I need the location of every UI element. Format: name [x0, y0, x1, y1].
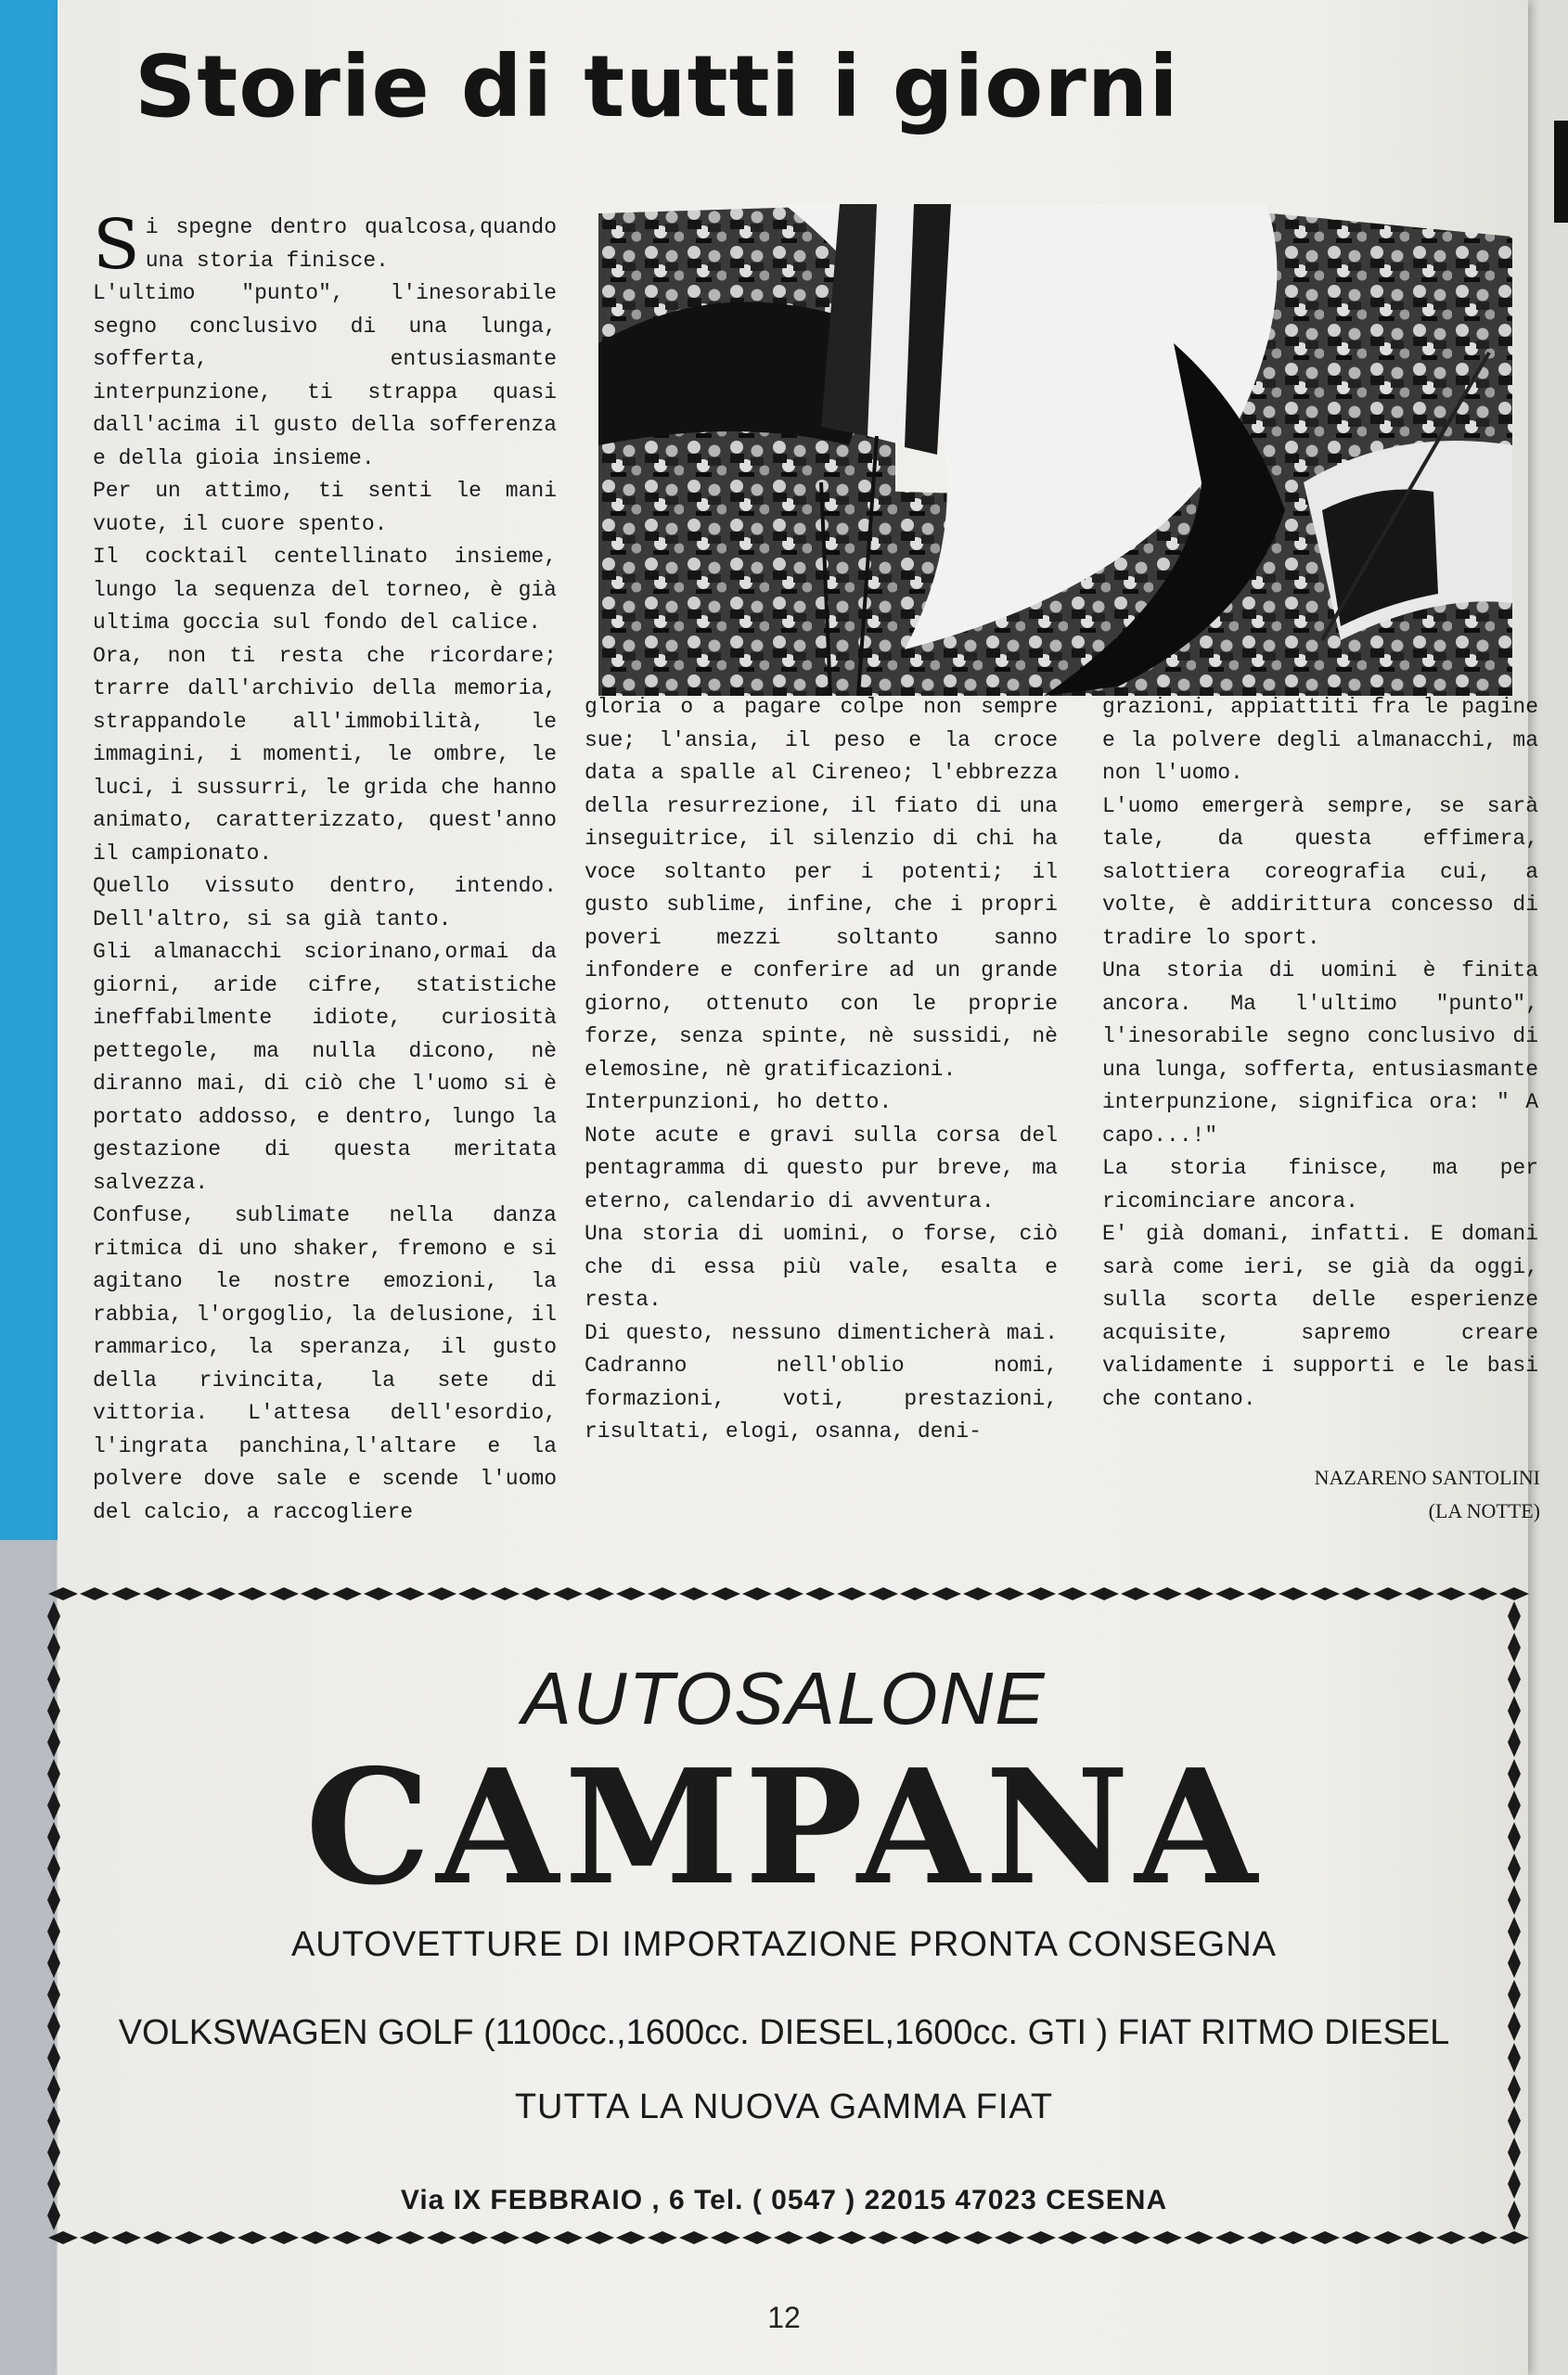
border-diamond — [932, 1587, 961, 1600]
border-diamond — [868, 1587, 898, 1600]
border-diamond — [1468, 2231, 1497, 2244]
border-diamond — [490, 2231, 520, 2244]
paragraph: grazioni, appiattiti fra le pagine e la polvere degli almanacchi, ma non l'uomo. — [1102, 695, 1538, 785]
border-diamond — [585, 2231, 614, 2244]
border-diamond — [742, 1587, 772, 1600]
border-diamond — [47, 1980, 60, 2009]
border-diamond — [47, 2138, 60, 2167]
border-diamond — [711, 1587, 740, 1600]
border-diamond — [1152, 2231, 1182, 2244]
paragraph: Note acute e gravi sulla corsa del pentagramma di questo pur breve, ma eterno, calendario di avventura. — [585, 1123, 1058, 1213]
border-diamond — [1508, 1980, 1521, 2009]
paragraph: Quello vissuto dentro, intendo. Dell'altro, si sa già tanto. — [93, 874, 557, 931]
border-diamond — [1026, 1587, 1056, 1600]
border-diamond — [301, 1587, 330, 1600]
border-diamond — [1215, 2231, 1245, 2244]
article-title: Storie di tutti i giorni — [135, 37, 1179, 136]
border-diamond — [553, 1587, 583, 1600]
border-diamond — [238, 1587, 267, 1600]
border-diamond — [1058, 2231, 1087, 2244]
border-diamond — [1499, 2231, 1529, 2244]
border-diamond — [332, 1587, 362, 1600]
border-diamond — [1058, 1587, 1087, 1600]
border-diamond — [995, 2231, 1024, 2244]
border-diamond — [805, 2231, 835, 2244]
border-diamond — [1152, 1587, 1182, 1600]
border-diamond — [1436, 2231, 1466, 2244]
border-diamond — [1342, 1587, 1371, 1600]
paragraph: Per un attimo, ti senti le mani vuote, il cuore spento. — [93, 479, 557, 536]
border-diamond — [48, 2231, 78, 2244]
paragraph: gloria o a pagare colpe non sempre sue; l'ansia, il peso e la croce data a spalle al Cireneo; l'ebbrezza della resurrezione, il fiato di una inseguitrice, il silenzio di chi ha voce soltanto per i potenti; il gusto sublime, infine, che i propri poveri mezzi soltanto sanno infondere e conferire ad un grande giorno, ottenuto con le proprie forze, senza spinte, nè sussidi, nè elemosine, nè gratificazioni. — [585, 695, 1058, 1082]
paragraph: Una storia di uomini è finita ancora. Ma l'ultimo "punto", l'inesorabile segno conclusivo di una lunga, sofferta, entusiasmante interpunzione, significa ora: " A capo...!" — [1102, 958, 1538, 1148]
border-diamond — [900, 2231, 930, 2244]
border-diamond — [1310, 2231, 1340, 2244]
border-diamond — [1247, 2231, 1277, 2244]
drop-cap: S — [93, 205, 140, 285]
border-diamond — [238, 2231, 267, 2244]
border-diamond — [648, 1587, 677, 1600]
border-diamond — [1184, 2231, 1214, 2244]
border-diamond — [47, 1601, 60, 1631]
border-diamond — [80, 1587, 109, 1600]
border-diamond — [679, 2231, 709, 2244]
border-diamond — [553, 2231, 583, 2244]
border-diamond — [1279, 1587, 1308, 1600]
border-diamond — [1373, 1587, 1403, 1600]
border-diamond — [48, 1587, 78, 1600]
border-diamond — [427, 1587, 456, 1600]
paragraph: La storia finisce, ma per ricominciare ancora. — [1102, 1156, 1538, 1213]
border-diamond — [521, 1587, 551, 1600]
paragraph: L'ultimo "punto", l'inesorabile segno conclusivo di una lunga, sofferta, entusiasmante interpunzione, ti strappa quasi dall'acima il gusto della sofferenza e della gioia insieme. — [93, 281, 557, 470]
border-diamond — [395, 1587, 425, 1600]
border-diamond — [1508, 1601, 1521, 1631]
border-diamond — [1184, 1587, 1214, 1600]
border-diamond — [111, 2231, 141, 2244]
border-diamond — [395, 2231, 425, 2244]
border-diamond — [679, 1587, 709, 1600]
border-diamond — [837, 2231, 867, 2244]
paragraph: Ora, non ti resta che ricordare; trarre dall'archivio della memoria, strappandole all'immobilità, le immagini, i momenti, le ombre, le luci, i sussurri, le grida che hanno animato, caratterizzato, quest'anno il campionato. — [93, 643, 557, 866]
border-diamond — [1089, 1587, 1119, 1600]
border-diamond — [1436, 1587, 1466, 1600]
ad-brand-logo: CAMPANA — [304, 1735, 1264, 1920]
page-number: 12 — [767, 2301, 801, 2334]
border-diamond — [301, 2231, 330, 2244]
border-diamond — [174, 1587, 204, 1600]
border-diamond — [774, 1587, 803, 1600]
crowd-with-flags-photo — [598, 204, 1512, 696]
border-diamond — [269, 2231, 299, 2244]
article-column-3 — [1102, 691, 1538, 1416]
border-diamond — [364, 1587, 393, 1600]
paragraph: Di questo, nessuno dimenticherà mai. Cadranno nell'oblio nomi, formazioni, voti, prestazioni, risultati, elogi, osanna, deni- — [585, 1320, 1058, 1444]
paragraph: Interpunzioni, ho detto. — [585, 1090, 893, 1114]
border-diamond — [1468, 1587, 1497, 1600]
ad-autosalone: AUTOSALONE — [521, 1657, 1047, 1740]
border-diamond — [1508, 2138, 1521, 2167]
border-diamond — [1121, 1587, 1150, 1600]
border-diamond — [995, 1587, 1024, 1600]
border-diamond — [1310, 1587, 1340, 1600]
border-diamond — [1279, 2231, 1308, 2244]
border-diamond — [1247, 1587, 1277, 1600]
border-diamond — [364, 2231, 393, 2244]
article-byline — [1188, 1461, 1540, 1528]
border-diamond — [1215, 1587, 1245, 1600]
paragraph: L'uomo emergerà sempre, se sarà tale, da questa effimera, salottiera coreografia cui, a volte, è addirittura concesso di tradire lo sport. — [1102, 793, 1538, 950]
border-diamond — [585, 1587, 614, 1600]
border-diamond — [143, 2231, 173, 2244]
border-diamond — [1342, 2231, 1371, 2244]
border-diamond — [143, 1587, 173, 1600]
border-diamond — [1405, 1587, 1434, 1600]
article-column-1 — [93, 205, 557, 1529]
border-diamond — [711, 2231, 740, 2244]
ad-range: TUTTA LA NUOVA GAMMA FIAT — [514, 2087, 1054, 2126]
border-diamond — [616, 2231, 646, 2244]
border-diamond — [1373, 2231, 1403, 2244]
border-diamond — [900, 1587, 930, 1600]
ad-tagline: AUTOVETTURE DI IMPORTAZIONE PRONTA CONSEGNA — [290, 1925, 1278, 1964]
border-diamond — [1499, 1587, 1529, 1600]
paragraph: Si spegne dentro qualcosa,quando una storia finisce. — [93, 205, 557, 285]
binder-spine — [0, 0, 65, 1540]
border-diamond — [837, 1587, 867, 1600]
border-diamond — [805, 1587, 835, 1600]
ad-models: VOLKSWAGEN GOLF (1100cc.,1600cc. DIESEL,1600cc. GTI ) FIAT RITMO DIESEL — [118, 2013, 1450, 2052]
border-diamond — [1405, 2231, 1434, 2244]
ad-address: Via IX FEBBRAIO , 6 Tel. ( 0547 ) 22015 47023 CESENA — [400, 2185, 1168, 2215]
border-diamond — [648, 2231, 677, 2244]
border-diamond — [206, 2231, 236, 2244]
author-name: NAZARENO SANTOLINI — [1314, 1466, 1540, 1489]
border-diamond — [932, 2231, 961, 2244]
paragraph: Il cocktail centellinato insieme, lungo la sequenza del torneo, è già ultima goccia sul fondo del calice. — [93, 545, 557, 635]
border-diamond — [490, 1587, 520, 1600]
border-diamond — [868, 2231, 898, 2244]
border-diamond — [1026, 2231, 1056, 2244]
border-diamond — [774, 2231, 803, 2244]
next-page-tab — [1554, 121, 1568, 223]
border-diamond — [1089, 2231, 1119, 2244]
border-diamond — [427, 2231, 456, 2244]
border-diamond — [269, 1587, 299, 1600]
border-diamond — [206, 1587, 236, 1600]
border-diamond — [963, 2231, 993, 2244]
border-diamond — [174, 2231, 204, 2244]
paragraph: Una storia di uomini, o forse, ciò che di essa più vale, esalta e resta. — [585, 1222, 1058, 1312]
paragraph: E' già domani, infatti. E domani sarà come ieri, se già da oggi, sulla scorta delle esperienze acquisite, sapremo creare validamente i supporti e le basi che contano. — [1102, 1222, 1538, 1411]
source-name: (LA NOTTE) — [1428, 1499, 1540, 1522]
paragraph: Gli almanacchi sciorinano,ormai da giorni, aride cifre, statistiche ineffabilmente idiote, curiosità pettegole, ma nulla dicono, nè diranno mai, di ciò che l'uomo si è portato addosso, e dentro, lungo la gestazione di questa meritata salvezza. — [93, 940, 557, 1195]
border-diamond — [111, 1587, 141, 1600]
border-diamond — [458, 2231, 488, 2244]
border-diamond — [458, 1587, 488, 1600]
border-diamond — [616, 1587, 646, 1600]
border-diamond — [963, 1587, 993, 1600]
border-diamond — [332, 2231, 362, 2244]
paragraph: Confuse, sublimate nella danza ritmica di uno shaker, fremono e si agitano le nostre emozioni, la rabbia, l'orgoglio, la delusione, il rammarico, la speranza, il gusto della rivincita, la sete di vittoria. L'attesa dell'esordio, l'ingrata panchina,l'altare e la polvere dove sale e scende l'uomo del calcio, a raccogliere — [93, 1203, 557, 1524]
article-column-2 — [585, 691, 1058, 1449]
border-diamond — [521, 2231, 551, 2244]
border-diamond — [742, 2231, 772, 2244]
border-diamond — [1121, 2231, 1150, 2244]
border-diamond — [80, 2231, 109, 2244]
